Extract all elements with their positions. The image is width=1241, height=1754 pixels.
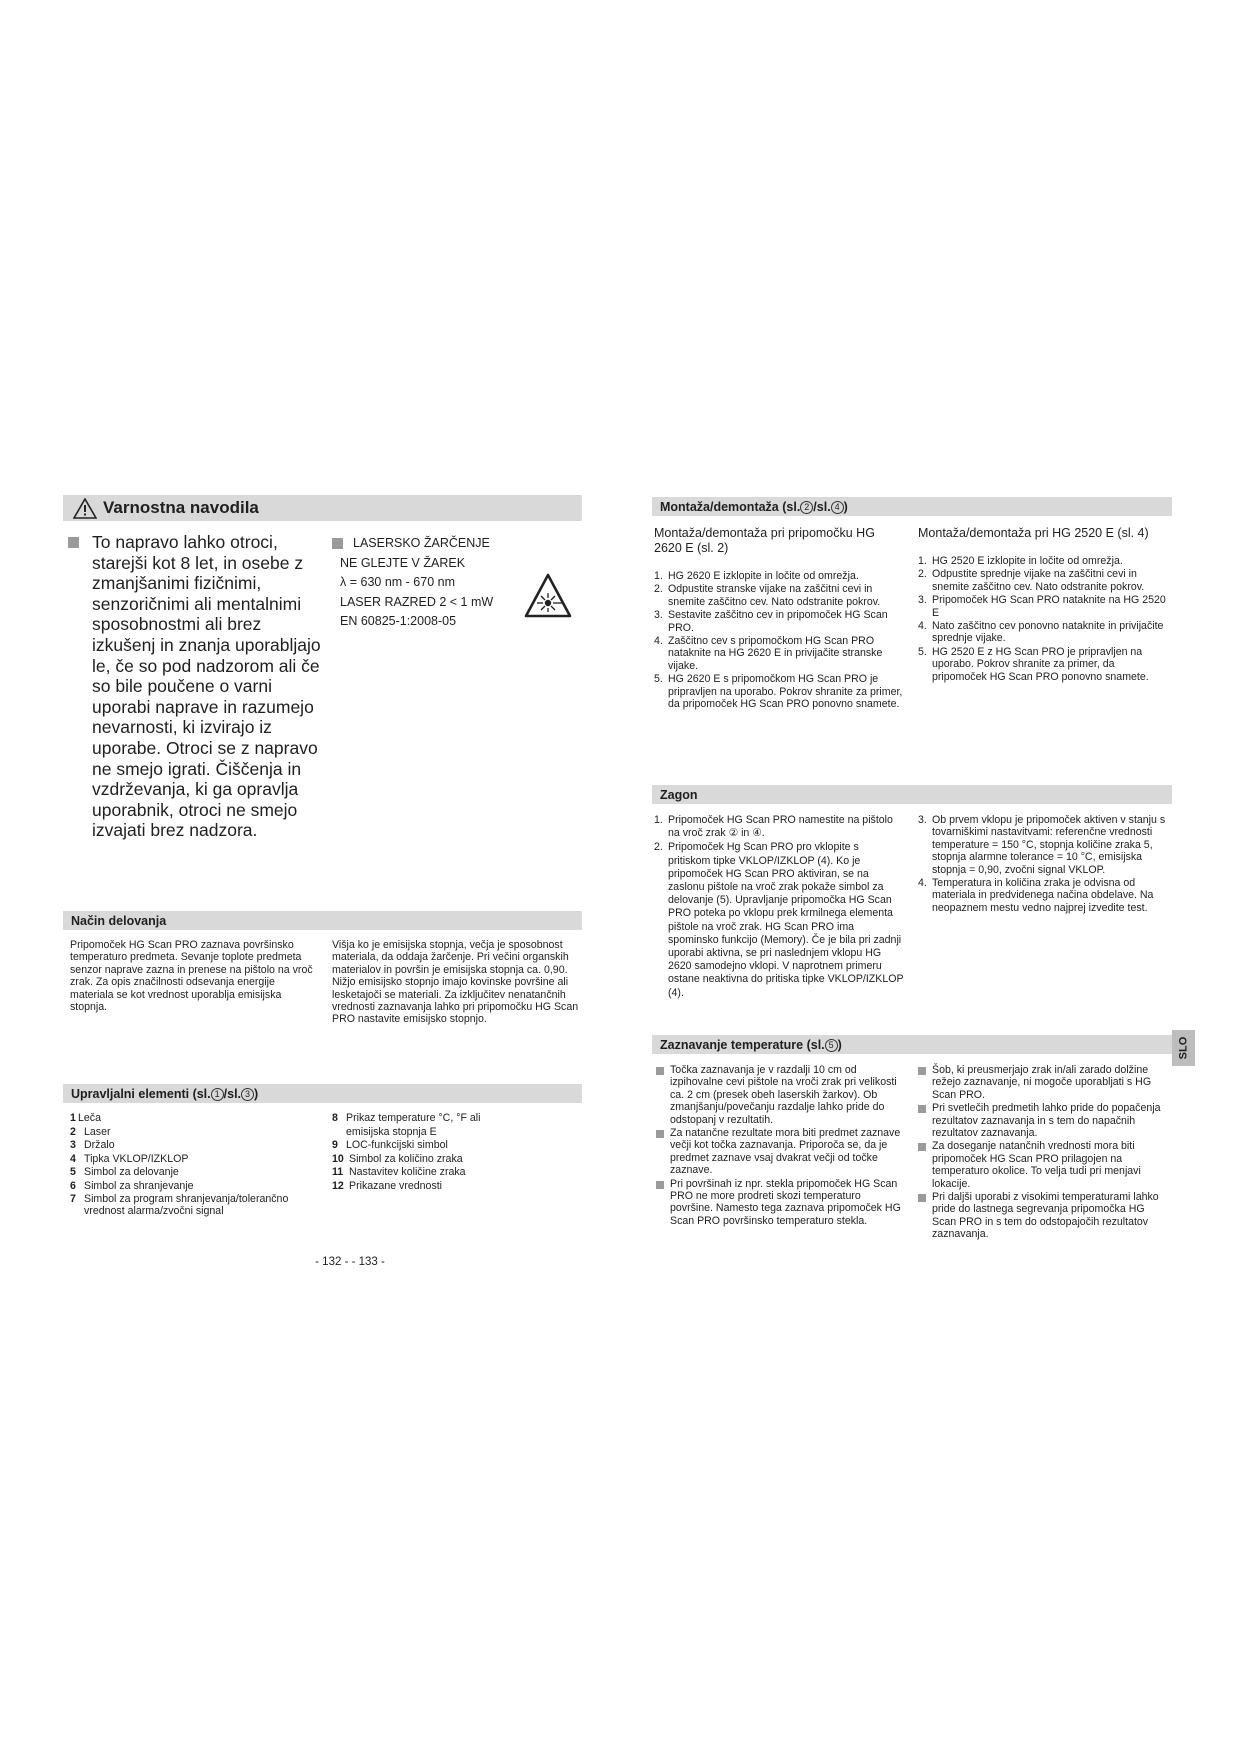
laser-title: LASERSKO ŽARČENJE (353, 536, 490, 550)
control-num: 6 (70, 1179, 76, 1192)
bullet-text: Za natančne rezultate mora biti predmet zaznave večji kot točka zaznavanja. Priporoča se, da je predmet zaznave vsaj dvakrat večji od točke zaznave. (670, 1127, 901, 1177)
list-item (916, 1191, 1170, 1241)
list-item: 4. Nato zaščitno cev ponovno nataknite in privijačite sprednje vijake. (918, 620, 1170, 645)
control-label: Prikazane vrednosti (349, 1179, 443, 1192)
controls-header (63, 1084, 582, 1103)
step-text: HG 2520 E z HG Scan PRO je pripravljen na uporabo. Pokrov shranite za primer, da pripomoček HG Scan PRO ponovno snamete. (932, 645, 1149, 683)
temperature-left-list (654, 1064, 904, 1228)
bullet-text: Pri daljši uporabi z visokimi temperaturami lahko pride do lastnega segrevanja pripomočka HG Scan PRO in s tem do odstopajočih rezultatov zaznavanja. (932, 1191, 1159, 1241)
step-text: Ob prvem vklopu je pripomoček aktiven v stanju s tovarniškimi nastavitvami: referenčne vrednosti temperature = 150 °C, stopnja količine zraka 5, stopnja alarmne tolerance = 10 °C, emisijska stopnja = 0,90, zvočni signal VKLOP. (932, 814, 1166, 876)
control-label: Leča (78, 1112, 101, 1124)
figure-ref: 2 (800, 501, 813, 514)
control-label: LOC-funkcijski simbol (346, 1139, 448, 1151)
function-text-col1: Pripomoček HG Scan PRO zaznava površinsko temperaturo predmeta. Sevanje toplote predmeta senzor naprave zazna in prenese na pištolo na vroč zrak. Za opis značilnosti odsevanja energije materiala se kot vrednost uporablja emisijska stopnja. (70, 939, 313, 1014)
control-num: 1 (70, 1112, 76, 1124)
list-item: 4. Zaščitno cev s pripomočkom HG Scan PRO nataknite na HG 2620 E in privijačite stranske vijake. (654, 635, 904, 672)
step-text: Pripomoček HG Scan PRO nataknite na HG 2520 E (932, 594, 1166, 619)
list-item: 4. Temperatura in količina zraka je odvisna od materiala in predvidenega načina obdelave. Na neopaznem mestu vedno najprej izvedite test. (918, 877, 1168, 914)
control-label: Tipka VKLOP/IZKLOP (84, 1152, 189, 1165)
startup-right-steps (918, 814, 1168, 915)
control-item (70, 1126, 315, 1140)
list-item: 2. Odpustite sprednje vijake na zaščitni cevi in snemite zaščitno cev. Nato odstranite pokrov. (918, 568, 1170, 593)
laser-line: EN 60825-1:2008-05 (340, 614, 457, 629)
control-item (332, 1139, 582, 1153)
control-item (332, 1153, 582, 1167)
step-text: Pripomoček Hg Scan PRO pro vklopite s pritiskom tipke VKLOP/IZKLOP (4). Ko je pripomoček HG Scan PRO aktiviran, se na zaslonu pištole na vroč zrak pokaže simbol za delovanje (5). Upravljanje pripomočka HG Scan PRO poteka po vklopu prek krmilnega elementa pištole na vroč zrak. HG Scan PRO ima spominsko funkcijo (Memory). Če je bila pri zadnji uporabi aktivna, se pri naslednjem vklopu HG 2620 samodejno vklopi. V naprotnem primeru ostane neaktivna do pritiska tipke VKLOP/IZKLOP (4). (668, 841, 904, 999)
bullet-text: Pri svetlečih predmetih lahko pride do popačenja rezultatov zaznavanja in s tem do napačnih rezultatov zaznavanja. (932, 1102, 1161, 1140)
list-item: 2. Odpustite stranske vijake na zaščitni cevi in snemite zaščitno cev. Nato odstranite pokrov. (654, 583, 904, 608)
temperature-title-suffix: ) (837, 1038, 842, 1052)
control-label: Laser (84, 1125, 111, 1138)
list-item (916, 1140, 1170, 1190)
controls-title-mid: /sl. (223, 1087, 242, 1101)
list-item: 3. Ob prvem vklopu je pripomoček aktiven v stanju s tovarniškimi nastavitvami: referenčne vrednosti temperature = 150 °C, stopnja količine zraka 5, stopnja alarmne tolerance = 10 °C, emisijska stopnja = 0,90, zvočni signal VKLOP. (918, 814, 1168, 876)
list-item: 5. HG 2520 E z HG Scan PRO je pripravljen na uporabo. Pokrov shranite za primer, da pripomoček HG Scan PRO ponovno snamete. (918, 646, 1170, 683)
safety-header (63, 495, 582, 521)
control-label: Simbol za program shranjevanja/tolerančno vrednost alarma/zvočni signal (84, 1193, 289, 1217)
step-text: Temperatura in količina zraka je odvisna od materiala in predvidenega načina obdelave. Na neopaznem mestu vedno najprej izvedite test. (932, 877, 1154, 914)
children-warning (68, 532, 326, 841)
list-item (654, 1127, 904, 1177)
control-label: Prikaz temperature °C, °F ali emisijska stopnja E (346, 1112, 481, 1138)
step-text: Odpustite stranske vijake na zaščitni cevi in snemite zaščitno cev. Nato odstranite pokrov. (668, 583, 881, 608)
control-item (332, 1180, 582, 1194)
step-text: Zaščitno cev s pripomočkom HG Scan PRO nataknite na HG 2620 E in privijačite stranske vijake. (668, 635, 883, 672)
temperature-right-list (916, 1064, 1170, 1242)
startup-header (652, 785, 1172, 804)
mounting-header (652, 497, 1172, 516)
control-label: Držalo (84, 1139, 115, 1151)
control-num: 7 (70, 1193, 76, 1205)
function-title: Način delovanja (71, 914, 167, 928)
control-label: Simbol za shranjevanje (84, 1179, 194, 1192)
function-header (63, 911, 582, 930)
step-text: HG 2620 E izklopite in ločite od omrežja. (668, 570, 859, 582)
control-num: 3 (70, 1139, 76, 1151)
control-label: Simbol za količino zraka (349, 1152, 463, 1165)
laser-line: LASER RAZRED 2 < 1 mW (340, 594, 494, 609)
control-num: 10 (332, 1152, 344, 1165)
controls-title-prefix: Upravljalni elementi (sl. (71, 1087, 211, 1101)
control-label: Nastavitev količine zraka (349, 1166, 466, 1178)
control-num: 8 (332, 1112, 338, 1124)
temperature-header (652, 1035, 1172, 1054)
language-tab (1172, 1030, 1195, 1066)
step-text: Nato zaščitno cev ponovno nataknite in privijačite sprednje vijake. (932, 620, 1164, 645)
control-item (70, 1112, 315, 1126)
temperature-title-prefix: Zaznavanje temperature (sl. (660, 1038, 825, 1052)
page-numbers: - 132 - - 133 - (315, 1256, 385, 1268)
laser-line: λ = 630 nm - 670 nm (340, 575, 455, 590)
control-item (70, 1180, 315, 1194)
figure-ref: 5 (825, 1039, 838, 1052)
control-item (332, 1166, 582, 1180)
control-num: 2 (70, 1125, 76, 1138)
list-item (916, 1064, 1170, 1101)
control-item (70, 1139, 315, 1153)
list-item: 5. HG 2620 E s pripomočkom HG Scan PRO je pripravljen na uporabo. Pokrov shranite za primer, da pripomoček HG Scan PRO ponovno snamete. (654, 673, 903, 711)
warning-icon (73, 498, 97, 519)
mounting-left-steps (654, 570, 904, 711)
laser-hazard-icon (524, 573, 572, 618)
control-label: Simbol za delovanje (84, 1166, 179, 1178)
bullet-text: Šob, ki preusmerjajo zrak in/ali zarado dolžine režejo zaznavanje, ni mogoče uporabljati s HG Scan PRO. (932, 1064, 1152, 1101)
figure-ref: 1 (211, 1088, 224, 1101)
list-item (916, 1102, 1170, 1139)
controls-list-left (70, 1112, 315, 1217)
control-item (332, 1112, 582, 1139)
step-text: Sestavite zaščitno cev in pripomoček HG Scan PRO. (668, 609, 888, 634)
list-item (654, 1178, 904, 1228)
list-item: 1. Pripomoček HG Scan PRO namestite na pištolo na vroč zrak ② in ④. (654, 814, 904, 840)
children-warning-text: To napravo lahko otroci, starejši kot 8 let, in osebe z zmanjšanimi fizičnimi, senzoričnimi ali mentalnimi sposobnostmi ali brez izkušenj in znanja uporabljajo le, če so pod nadzorom ali če so bile poučene o varni uporabi naprave in razumejo nevarnosti, ki izvirajo iz uporabe. Otroci se z napravo ne smejo igrati. Čiščenja in vzdrževanja, ki ga opravlja uporabnik, otroci ne smejo izvajati brez nadzora. (92, 532, 321, 841)
bullet-text: Pri površinah iz npr. stekla pripomoček HG Scan PRO ne more prodreti skozi temperaturo površine. Namesto tega zaznava pripomoček HG Scan PRO površinsko temperaturo stekla. (670, 1177, 901, 1227)
step-text: Pripomoček HG Scan PRO namestite na pištolo na vroč zrak ② in ④. (668, 814, 893, 840)
laser-line: NE GLEJTE V ŽAREK (340, 555, 466, 570)
mounting-left-title: Montaža/demontaža pri pripomočku HG 2620 E (sl. 2) (654, 526, 875, 555)
mounting-right-steps (918, 555, 1170, 684)
controls-title-suffix: ) (254, 1087, 259, 1101)
mounting-right-title: Montaža/demontaža pri HG 2520 E (sl. 4) (918, 526, 1149, 540)
control-item (70, 1193, 315, 1217)
bullet-text: Za doseganje natančnih vrednosti mora biti pripomoček HG Scan PRO prilagojen na temperaturo okolice. To velja tudi pri menjavi lokacije. (932, 1140, 1141, 1190)
bullet-square-icon (68, 537, 79, 548)
laser-warning (332, 534, 522, 632)
control-item (70, 1166, 315, 1180)
step-text: HG 2520 E izklopite in ločite od omrežja. (932, 555, 1123, 567)
startup-title: Zagon (660, 788, 698, 802)
control-num: 9 (332, 1139, 338, 1151)
controls-list-right (332, 1112, 582, 1193)
control-item (70, 1153, 315, 1167)
control-num: 12 (332, 1179, 344, 1192)
control-num: 5 (70, 1166, 76, 1178)
control-num: 11 (332, 1166, 344, 1178)
function-text-col2: Višja ko je emisijska stopnja, večja je sposobnost materiala, da oddaja žarčenje. Pri večini organskih materialov in površin je emisijska stopnja ca. 0,90. Nižjo emisijsko stopnjo imajo kovinske površine ali lesketajoči se materiali. Za izključitev nenatančnih vrednosti zaznavanja lahko pri pripomočku HG Scan PRO nastavite emisijsko stopnjo. (332, 939, 579, 1026)
language-tab-label: SLO (1177, 1036, 1190, 1060)
bullet-square-icon (332, 538, 343, 549)
list-item: 1. HG 2520 E izklopite in ločite od omrežja. (918, 555, 1123, 567)
list-item: 3. Sestavite zaščitno cev in pripomoček HG Scan PRO. (654, 609, 904, 634)
startup-left-steps (654, 814, 904, 1001)
bullet-text: Točka zaznavanja je v razdalji 10 cm od izpihovalne cevi pištole na vroči zrak pri velikosti ca. 2 cm (presek obeh laserskih žarkov). Ob zmanjšanju/povečanju razdalje lahko pride do odstopanj v rezultatih. (670, 1064, 897, 1126)
mounting-title-mid: /sl. (813, 500, 831, 514)
figure-ref: 4 (831, 501, 844, 514)
step-text: HG 2620 E s pripomočkom HG Scan PRO je pripravljen na uporabo. Pokrov shranite za primer, da pripomoček HG Scan PRO ponovno snamete. (668, 673, 903, 711)
list-item: 1. HG 2620 E izklopite in ločite od omrežja. (654, 570, 859, 582)
safety-title: Varnostna navodila (103, 498, 259, 517)
control-num: 4 (70, 1152, 76, 1165)
list-item (654, 1064, 904, 1126)
figure-ref: 3 (241, 1088, 254, 1101)
mounting-title-prefix: Montaža/demontaža (sl. (660, 500, 801, 514)
mounting-title-suffix: ) (843, 500, 848, 514)
list-item: 3. Pripomoček HG Scan PRO nataknite na HG 2520 E (918, 594, 1170, 619)
step-text: Odpustite sprednje vijake na zaščitni cevi in snemite zaščitno cev. Nato odstranite pokrov. (932, 568, 1145, 593)
list-item: 2. Pripomoček Hg Scan PRO pro vklopite s pritiskom tipke VKLOP/IZKLOP (4). Ko je pripomoček HG Scan PRO aktiviran, se na zaslonu pištole na vroč zrak pokaže simbol za delovanje (5). Upravljanje pripomočka HG Scan PRO poteka po vklopu prek krmilnega elementa pištole na vroč zrak. HG Scan PRO ima spominsko funkcijo (Memory). Če je bila pri zadnji uporabi aktivna, se pri naslednjem vklopu HG 2620 samodejno vklopi. V naprotnem primeru ostane neaktivna do pritiska tipke VKLOP/IZKLOP (4). (654, 841, 904, 999)
